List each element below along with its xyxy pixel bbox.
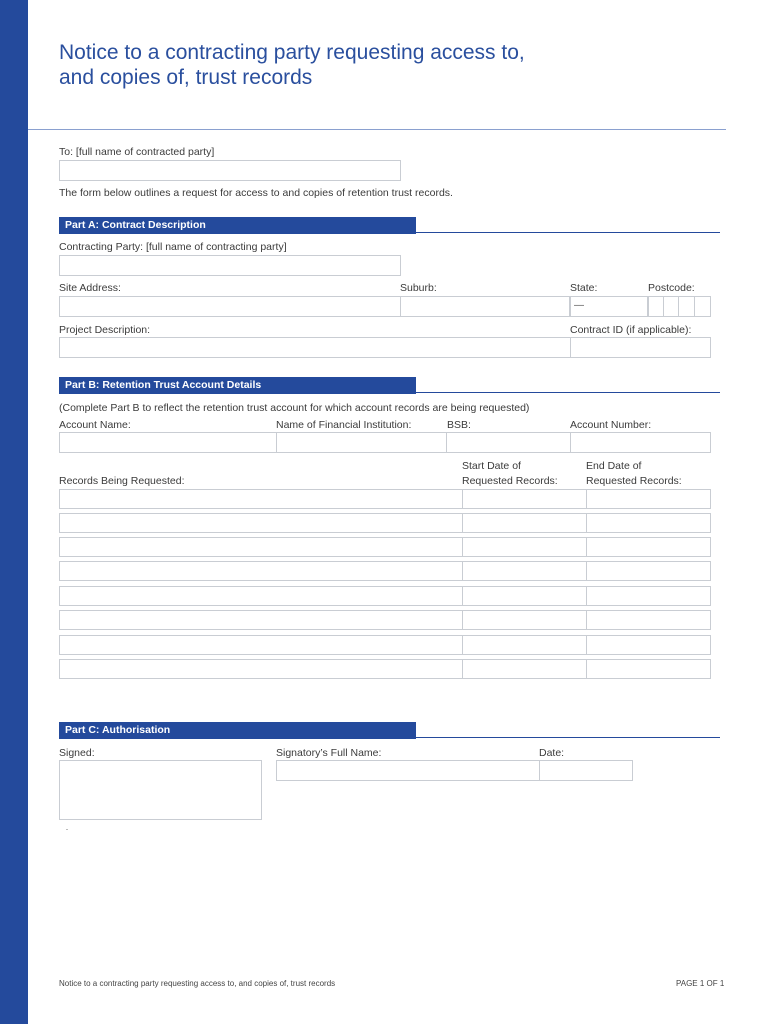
contracting-party-field[interactable]	[59, 255, 401, 276]
signatory-name-field[interactable]	[276, 760, 540, 781]
state-value: —	[574, 300, 584, 311]
postcode-digit-1[interactable]	[648, 296, 664, 317]
site-address-label: Site Address:	[59, 282, 121, 294]
date-field[interactable]	[539, 760, 633, 781]
page-title-line-1: Notice to a contracting party requesting access to,	[59, 41, 525, 64]
record-description-cell[interactable]	[59, 561, 463, 581]
contract-id-field[interactable]	[570, 337, 711, 358]
start-date-label-line-2: Requested Records:	[462, 475, 558, 487]
record-end-date-cell[interactable]	[586, 561, 711, 581]
page-title	[59, 40, 619, 90]
record-description-cell[interactable]	[59, 610, 463, 630]
state-field[interactable]	[570, 296, 648, 317]
record-end-date-cell[interactable]	[586, 586, 711, 606]
part-a-header: Part A: Contract Description	[59, 217, 416, 234]
title-divider	[28, 129, 726, 130]
postcode-label: Postcode:	[648, 282, 695, 294]
record-end-date-cell[interactable]	[586, 489, 711, 509]
record-description-cell[interactable]	[59, 659, 463, 679]
record-end-date-cell[interactable]	[586, 659, 711, 679]
end-date-label-line-2: Requested Records:	[586, 475, 682, 487]
part-b-instruction: (Complete Part B to reflect the retention trust account for which account records are being requested)	[59, 402, 530, 414]
bsb-label: BSB:	[447, 419, 471, 431]
account-name-field[interactable]	[59, 432, 277, 453]
account-number-label: Account Number:	[570, 419, 652, 431]
signatory-name-label: Signatory’s Full Name:	[276, 747, 382, 759]
record-start-date-cell[interactable]	[462, 659, 587, 679]
postcode-digit-2[interactable]	[663, 296, 679, 317]
record-end-date-cell[interactable]	[586, 610, 711, 630]
account-number-field[interactable]	[570, 432, 711, 453]
signature-field[interactable]	[59, 760, 262, 820]
part-c-rule	[416, 737, 720, 738]
form-description: The form below outlines a request for access to and copies of retention trust records.	[59, 187, 453, 199]
end-date-label-line-1: End Date of	[586, 460, 642, 472]
record-start-date-cell[interactable]	[462, 513, 587, 533]
footer-page-number: PAGE 1 OF 1	[676, 979, 725, 988]
record-description-cell[interactable]	[59, 537, 463, 557]
financial-institution-field[interactable]	[276, 432, 447, 453]
records-requested-label: Records Being Requested:	[59, 475, 185, 487]
suburb-label: Suburb:	[400, 282, 437, 294]
record-end-date-cell[interactable]	[586, 537, 711, 557]
record-start-date-cell[interactable]	[462, 537, 587, 557]
date-label: Date:	[539, 747, 565, 759]
project-description-field[interactable]	[59, 337, 571, 358]
contracting-party-label: Contracting Party: [full name of contracting party]	[59, 241, 287, 253]
postcode-digit-3[interactable]	[678, 296, 695, 317]
postcode-digit-4[interactable]	[694, 296, 711, 317]
signed-label: Signed:	[59, 747, 95, 759]
speck-mark	[66, 829, 68, 830]
footer-document-title: Notice to a contracting party requesting access to, and copies of, trust records	[59, 979, 336, 988]
record-end-date-cell[interactable]	[586, 513, 711, 533]
record-end-date-cell[interactable]	[586, 635, 711, 655]
page-title-line-2: and copies of, trust records	[59, 66, 313, 89]
record-description-cell[interactable]	[59, 586, 463, 606]
part-b-rule	[416, 392, 720, 393]
site-address-field[interactable]	[59, 296, 401, 317]
record-description-cell[interactable]	[59, 513, 463, 533]
state-label: State:	[570, 282, 598, 294]
contract-id-label: Contract ID (if applicable):	[570, 324, 692, 336]
record-start-date-cell[interactable]	[462, 489, 587, 509]
account-name-label: Account Name:	[59, 419, 131, 431]
bsb-field[interactable]	[446, 432, 571, 453]
record-start-date-cell[interactable]	[462, 610, 587, 630]
part-c-header: Part C: Authorisation	[59, 722, 416, 739]
record-description-cell[interactable]	[59, 635, 463, 655]
part-b-header: Part B: Retention Trust Account Details	[59, 377, 416, 394]
to-name-field[interactable]	[59, 160, 401, 181]
part-a-rule	[416, 232, 720, 233]
left-brand-bar	[0, 0, 28, 1024]
suburb-field[interactable]	[400, 296, 570, 317]
financial-institution-label: Name of Financial Institution:	[276, 419, 412, 431]
to-label: To: [full name of contracted party]	[59, 146, 215, 158]
record-start-date-cell[interactable]	[462, 561, 587, 581]
record-description-cell[interactable]	[59, 489, 463, 509]
project-description-label: Project Description:	[59, 324, 151, 336]
start-date-label-line-1: Start Date of	[462, 460, 521, 472]
record-start-date-cell[interactable]	[462, 586, 587, 606]
record-start-date-cell[interactable]	[462, 635, 587, 655]
